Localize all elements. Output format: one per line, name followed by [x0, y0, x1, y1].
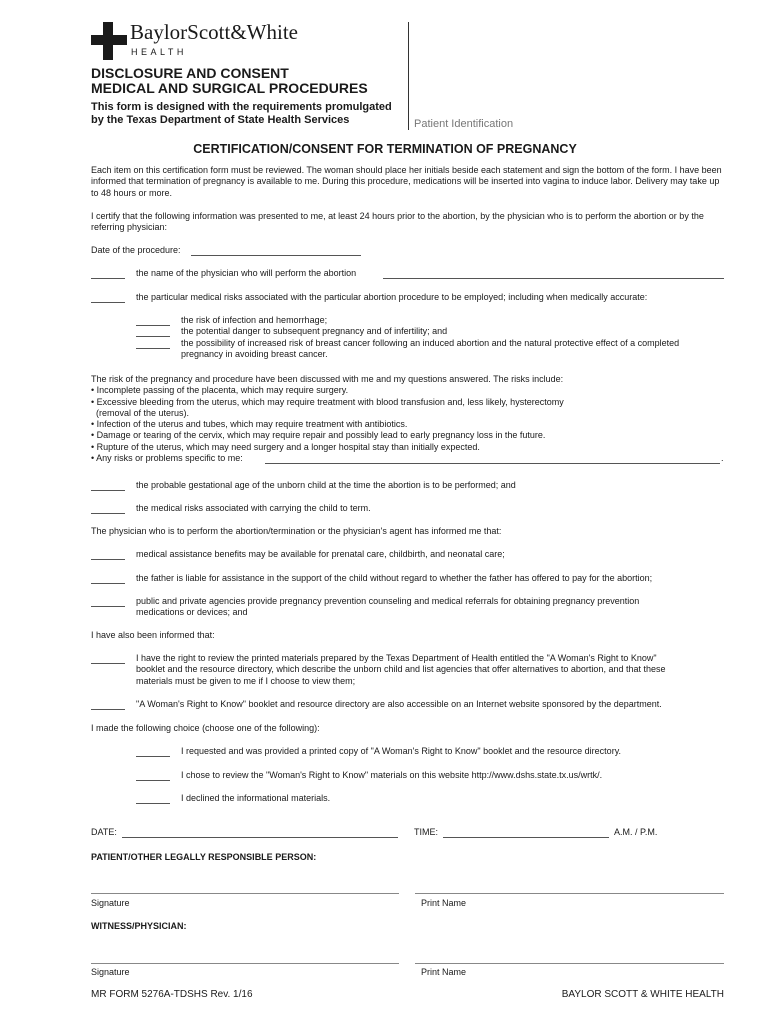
date-time-row: DATE: TIME: A.M. / P.M. [91, 827, 658, 837]
initials-field[interactable] [91, 550, 125, 560]
time-field[interactable] [443, 828, 609, 838]
initials-field[interactable] [91, 481, 125, 491]
footer-organization: BAYLOR SCOTT & WHITE HEALTH [561, 989, 724, 1000]
initial-row-father: the father is liable for assistance in the support of the child without regard to whether the father has offered to pay for the abortion; [91, 573, 727, 585]
initial-row-infertility: the potential danger to subsequent pregnancy and of infertility; and [136, 326, 727, 338]
physician-name-field[interactable] [383, 269, 724, 279]
initials-field[interactable] [136, 316, 170, 326]
patient-signature-label: Signature [91, 898, 130, 908]
intro-paragraph: Each item on this certification form must be reviewed. The woman should place her initials beside each statement and sign the bottom of the form. I have been informed that termination of pregnancy is available to me. During this procedure, medications will be inserted into vagina to induce labor. Delivery may take up to 48 hours or more. [91, 165, 722, 198]
form-title: DISCLOSURE AND CONSENT MEDICAL AND SURGICAL PROCEDURES [91, 65, 368, 96]
initials-field[interactable] [136, 327, 170, 337]
initial-row-agencies: public and private agencies provide pregnancy prevention counseling and medical referrals for obtaining pregnancy prevention medications or devices; and [91, 596, 727, 620]
choice-row-website: I chose to review the "Woman's Right to Know" materials on this website http://www.dshs.state.tx.us/wrtk/. [136, 770, 727, 782]
patient-section-label: PATIENT/OTHER LEGALLY RESPONSIBLE PERSON: [91, 852, 317, 862]
patient-print-name-field[interactable] [415, 893, 724, 894]
logo-wordmark: BaylorScott&White [130, 20, 298, 44]
baylor-cross-logo-icon [91, 22, 127, 60]
initials-field[interactable] [136, 339, 170, 349]
also-informed-label: I have also been informed that: [91, 630, 215, 640]
header-divider [408, 22, 409, 130]
date-field[interactable] [122, 828, 398, 838]
initials-field[interactable] [91, 597, 125, 607]
initial-row-review: I have the right to review the printed materials prepared by the Texas Department of Health entitled the "A Woman's Right to Know" booklet and the resource directory, which describe the unborn child and list agencies that offer alternatives to abortion, and that these materials must be given to me if I choose to view them; [91, 653, 727, 689]
certification-title: CERTIFICATION/CONSENT FOR TERMINATION OF PREGNANCY [193, 142, 577, 156]
initials-field[interactable] [91, 574, 125, 584]
choice-row-printed: I requested and was provided a printed copy of "A Woman's Right to Know" booklet and the resource directory. [136, 746, 727, 758]
witness-signature-field[interactable] [91, 963, 399, 964]
initial-row-physician: the name of the physician who will perform the abortion [91, 268, 724, 280]
initials-field[interactable] [91, 293, 125, 303]
witness-section-label: WITNESS/PHYSICIAN: [91, 921, 187, 931]
patient-identification-label: Patient Identification [414, 118, 514, 130]
witness-print-name-field[interactable] [415, 963, 724, 964]
initial-row-website: "A Woman's Right to Know" booklet and resource directory are also accessible on an Internet website sponsored by the department. [91, 699, 727, 711]
initial-row-carrying: the medical risks associated with carrying the child to term. [91, 503, 727, 515]
initials-field[interactable] [91, 654, 125, 664]
initial-row-risks: the particular medical risks associated with the particular abortion procedure to be employed; including when medically accurate: [91, 292, 727, 304]
choice-initials-field[interactable] [136, 771, 170, 781]
patient-signature-field[interactable] [91, 893, 399, 894]
patient-print-name-label: Print Name [421, 898, 467, 908]
specific-risks-field[interactable] [265, 454, 720, 464]
certify-paragraph: I certify that the following information was presented to me, at least 24 hours prior to the abortion, by the physician who is to perform the abortion or by the referring physician: [91, 211, 704, 233]
form-subtitle: This form is designed with the requirements promulgated by the Texas Department of State Health Services [91, 101, 392, 126]
risks-list: The risk of the pregnancy and procedure have been discussed with me and my questions answered. The risks include: • Incomplete passing of the placenta, which may require surgery. • Excessive bleeding from the uterus, which may require treatment with blood transfusion and, less likely, hysterectomy (removal of the uterus). • Infection of the uterus and tubes, which may require treatment with antibiotics. • Damage or tearing of the cervix, which may require repair and possibly lead to early pregnancy loss in the future. • Rupture of the uterus, which may need surgery and a longer hospital stay than initially expected. • Any risks or problems specific to me: . [91, 374, 724, 464]
logo-subtext: HEALTH [131, 47, 187, 57]
procedure-date-field[interactable] [191, 246, 361, 256]
choice-row-declined: I declined the informational materials. [136, 793, 727, 805]
choice-initials-field[interactable] [136, 747, 170, 757]
choice-intro: I made the following choice (choose one of the following): [91, 723, 320, 733]
choice-initials-field[interactable] [136, 794, 170, 804]
form-number: MR FORM 5276A-TDSHS Rev. 1/16 [91, 989, 253, 1000]
initials-field[interactable] [91, 269, 125, 279]
initials-field[interactable] [91, 700, 125, 710]
agent-intro: The physician who is to perform the abortion/termination or the physician's agent has informed me that: [91, 526, 502, 536]
witness-signature-label: Signature [91, 967, 130, 977]
initial-row-assistance: medical assistance benefits may be available for prenatal care, childbirth, and neonatal care; [91, 549, 727, 561]
initial-row-breast-cancer: the possibility of increased risk of breast cancer following an induced abortion and the natural protective effect of a completed pregnancy in avoiding breast cancer. [136, 338, 727, 362]
initial-row-infection: the risk of infection and hemorrhage; [136, 315, 727, 327]
initial-row-gestational: the probable gestational age of the unborn child at the time the abortion is to be performed; and [91, 480, 727, 492]
witness-print-name-label: Print Name [421, 967, 467, 977]
initials-field[interactable] [91, 504, 125, 514]
